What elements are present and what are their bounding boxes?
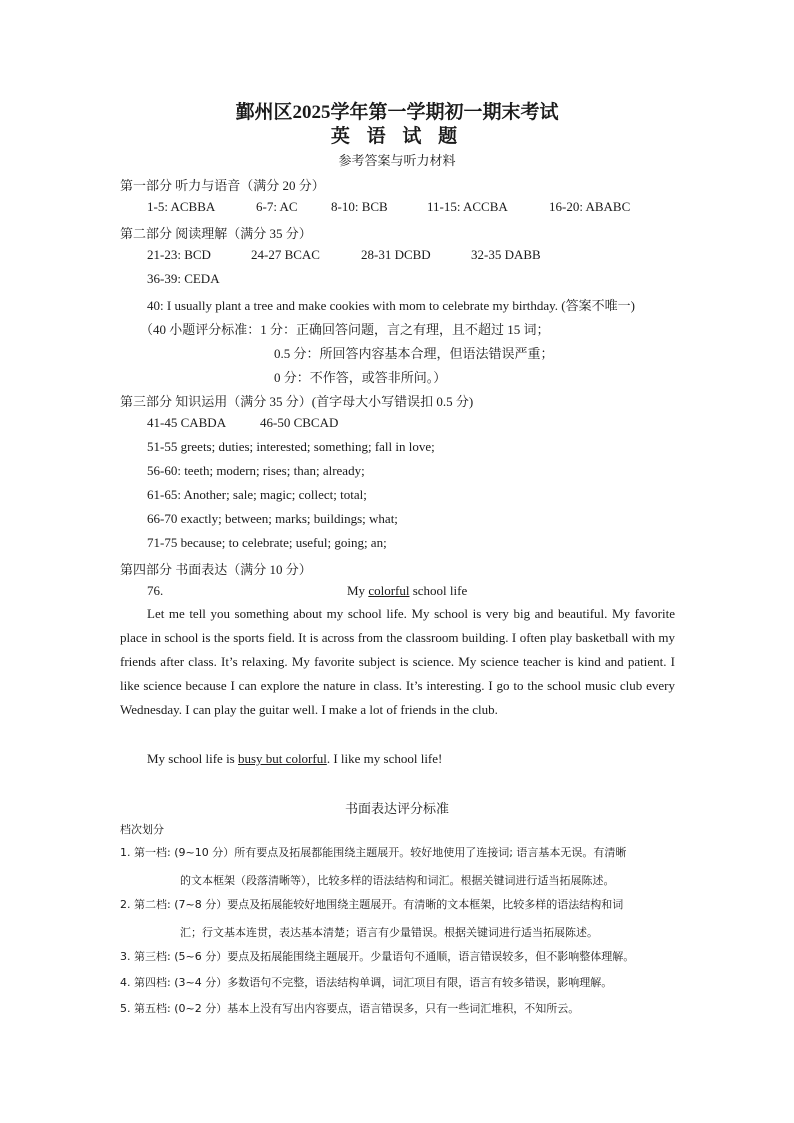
answer-group: 6-7: AC <box>256 199 298 214</box>
answer-group: 11-15: ACCBA <box>427 199 508 214</box>
answer-line: 61-65: Another; sale; magic; collect; total; <box>147 487 367 502</box>
answer-group: 41-45 CABDA <box>147 415 227 430</box>
essay-conclusion: My school life is busy but colorful. I like my school life! <box>147 751 443 766</box>
answer-line: 51-55 greets; duties; interested; something; fall in love; <box>147 439 435 454</box>
answer-group: 16-20: ABABC <box>549 199 631 214</box>
standards-label: 档次划分 <box>120 823 164 836</box>
q40-criteria: 0 分：不作答，或答非所问。） <box>274 370 447 385</box>
grade-level-2: 2. 第二档: (7~8 分）要点及拓展能较好地围绕主题展开。有清晰的文本框架，比较多样的语法结构和词 汇；行文基本连贯，表达基本清楚；语言有少量错误。根据关键词进行适当拓展陈述。 <box>120 898 624 939</box>
grade-level-4: 4. 第四档: (3~4 分）多数语句不完整，语法结构单调，词汇项目有限，语言有较多错误，影响理解。 <box>120 976 613 989</box>
exam-title: 鄞州区2025学年第一学期初一期末考试 <box>235 102 559 123</box>
answer-line: 71-75 because; to celebrate; useful; going; an; <box>147 535 387 550</box>
answer-group: 46-50 CBCAD <box>260 415 339 430</box>
answer-group: 21-23: BCD <box>147 247 211 262</box>
answer-line: 66-70 exactly; between; marks; buildings; what; <box>147 511 398 526</box>
part1-heading: 第一部分 听力与语音（满分 20 分） <box>120 178 325 193</box>
answer-group: 36-39: CEDA <box>147 271 220 286</box>
answer-group: 32-35 DABB <box>471 247 541 262</box>
exam-caption: 参考答案与听力材料 <box>338 153 456 168</box>
part4-heading: 第四部分 书面表达（满分 10 分） <box>120 562 312 577</box>
grade-level-1: 1. 第一档: (9~10 分）所有要点及拓展都能围绕主题展开。较好地使用了连接词; 语言基本无误。有清晰 的文本框架（段落清晰等），比较多样的语法结构和词汇。根据关键词进行适当拓展陈述。 <box>120 846 627 887</box>
standards-title: 书面表达评分标准 <box>344 801 449 816</box>
part3-heading: 第三部分 知识运用（满分 35 分）(首字母大小写错误扣 0.5 分) <box>120 394 474 409</box>
answer-group: 1-5: ACBBA <box>147 199 216 214</box>
essay-title: My colorful school life <box>347 583 468 598</box>
q40-criteria: 0.5 分：所回答内容基本合理，但语法错误严重； <box>274 346 554 361</box>
part2-heading: 第二部分 阅读理解（满分 35 分） <box>120 226 312 241</box>
exam-subtitle: 英 语 试 题 <box>330 126 464 147</box>
grade-level-5: 5. 第五档: (0~2 分）基本上没有写出内容要点，语言错误多，只有一些词汇堆积，不知所云。 <box>120 1002 580 1015</box>
question-number: 76. <box>147 583 164 598</box>
q40-answer: 40: I usually plant a tree and make cookies with mom to celebrate my birthday. (答案不唯一) <box>147 298 635 313</box>
answer-group: 8-10: BCB <box>331 199 388 214</box>
essay-paragraph: Let me tell you something about my school life. My school is very big and beautiful. My favorite place in school is the sports field. It is across from the classroom building. I often play basketball with my friends after class. It’s relaxing. My favorite subject is science. My science teacher is kind and patient. I like science because I can explore the nature in class. It’s interesting. I go to the school music club every Wednesday. I can play the guitar well. I make a lot of friends in the club. <box>120 606 675 717</box>
answer-group: 24-27 BCAC <box>251 247 320 262</box>
answer-group: 28-31 DCBD <box>361 247 431 262</box>
answer-line: 56-60: teeth; modern; rises; than; already; <box>147 463 365 478</box>
q40-criteria: （40 小题评分标准：1 分：正确回答问题，言之有理，且不超过 15 词； <box>140 322 550 337</box>
grade-level-3: 3. 第三档: (5~6 分）要点及拓展能围绕主题展开。少量语句不通顺，语言错误较多，但不影响整体理解。 <box>120 950 635 963</box>
